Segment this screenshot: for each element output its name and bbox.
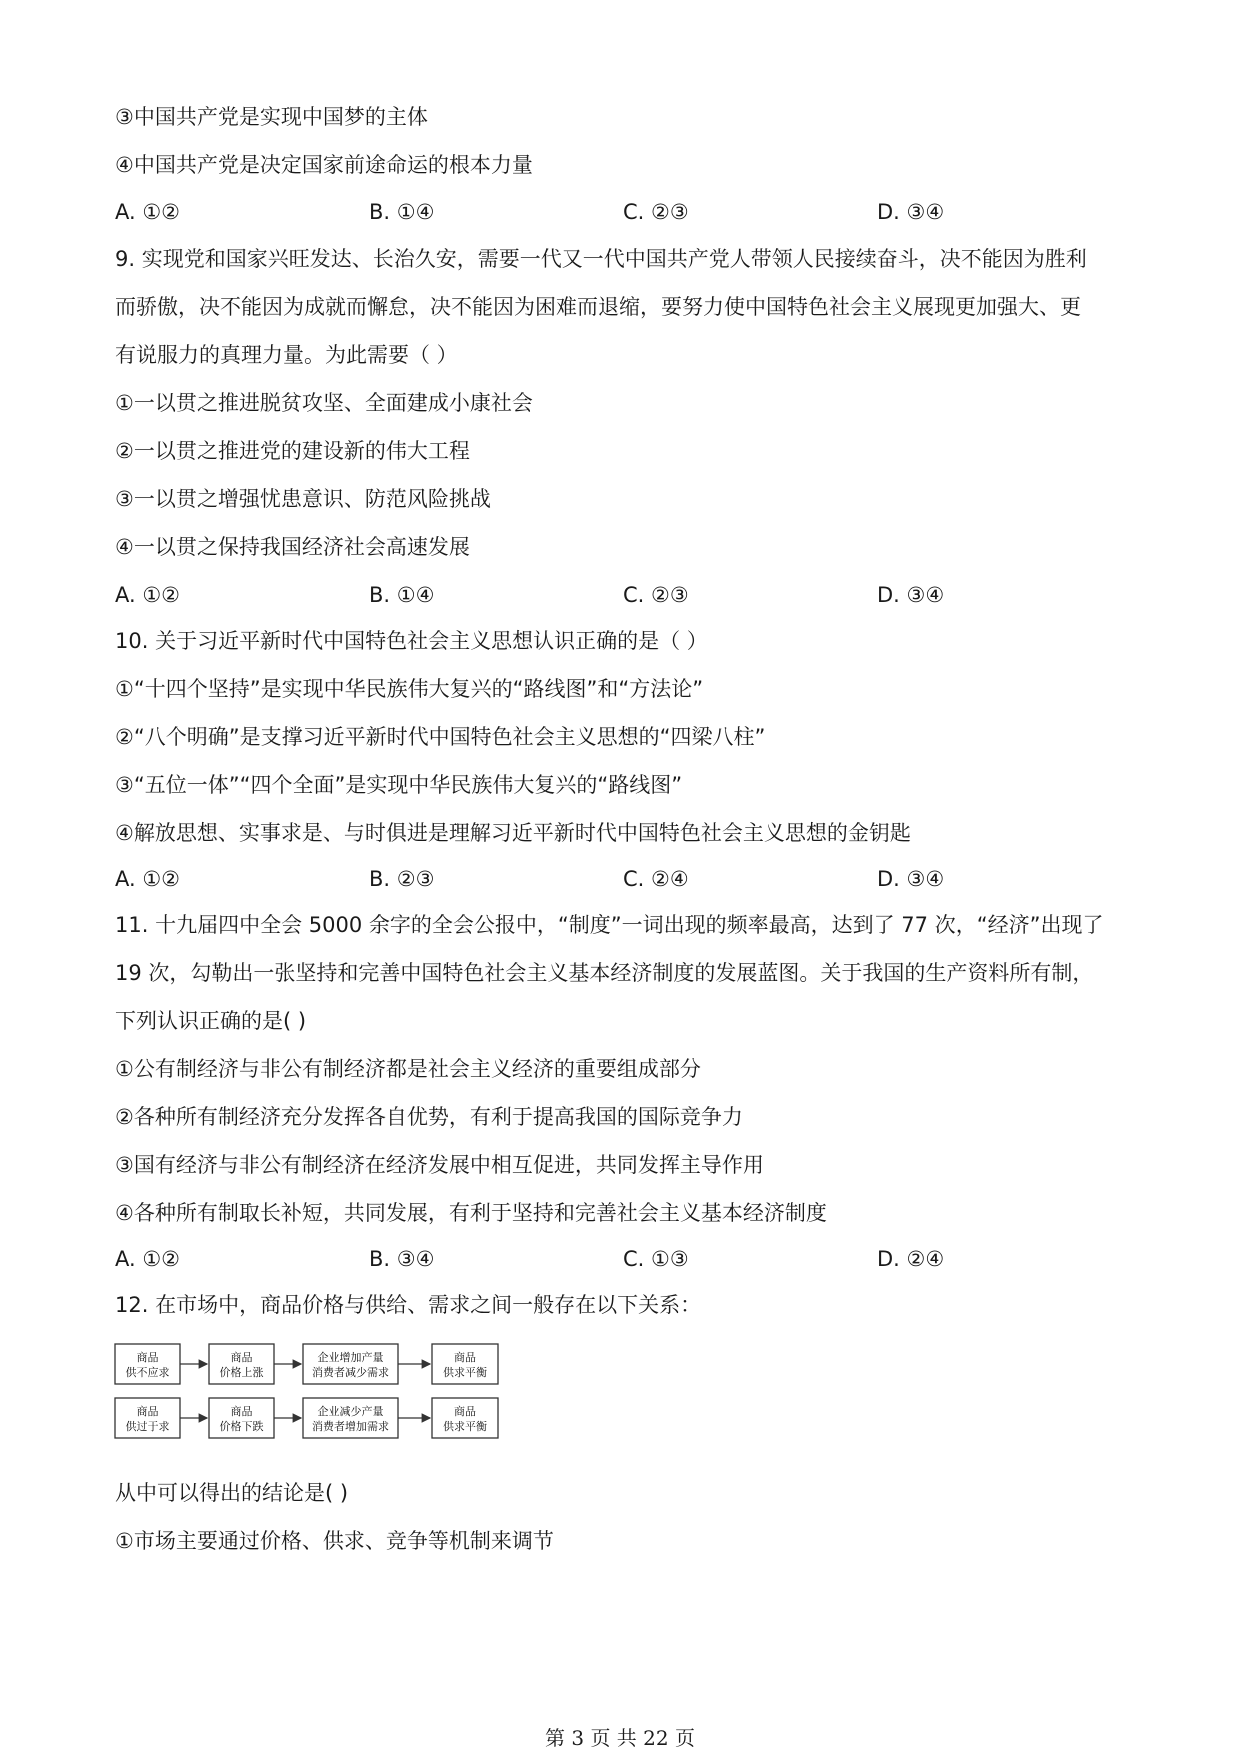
flow-box-label: 商品 [454,1405,476,1418]
q10-statement-3: ③“五位一体”“四个全面”是实现中华民族伟大复兴的“路线图” [115,773,683,797]
flow-box-label: 商品 [230,1351,253,1364]
q9-stem-line2: 而骄傲，决不能因为成就而懈怠，决不能因为困难而退缩，要努力使中国特色社会主义展现更加强大、更 [115,295,1081,319]
line-q8-option4: ④中国共产党是决定国家前途命运的根本力量 [115,153,533,177]
q10-statement-1: ①“十四个坚持”是实现中华民族伟大复兴的“路线图”和“方法论” [115,677,704,701]
q11-stem-line3: 下列认识正确的是( ) [115,1009,307,1033]
choice-d: D. ③④ [877,583,945,607]
choice-c: C. ②④ [623,867,689,891]
choice-c: C. ②③ [623,200,689,224]
supply-demand-flow-diagram [113,1340,523,1446]
flow-box-label: 消费者减少需求 [312,1366,389,1379]
choice-b: B. ①④ [369,200,435,224]
line-q8-option3: ③中国共产党是实现中国梦的主体 [115,105,428,129]
flow-box-label: 供过于求 [125,1420,170,1433]
q11-statement-2: ②各种所有制经济充分发挥各自优势，有利于提高我国的国际竞争力 [115,1105,743,1129]
q8-choices [115,197,1115,227]
q11-stem-line2: 19 次，勾勒出一张坚持和完善中国特色社会主义基本经济制度的发展蓝图。关于我国的生产资料所有制， [115,961,1094,985]
q9-choices [115,580,1115,610]
q10-statement-4: ④解放思想、实事求是、与时俱进是理解习近平新时代中国特色社会主义思想的金钥匙 [115,821,911,845]
choice-a: A. ①② [115,867,180,891]
q10-stem: 10. 关于习近平新时代中国特色社会主义思想认识正确的是（ ） [115,629,708,653]
page-footer: 第 3 页 共 22 页 [545,1726,695,1750]
flow-box-label: 价格上涨 [219,1366,264,1379]
choice-c: C. ②③ [623,583,689,607]
flow-box-label: 商品 [230,1405,253,1418]
flow-box-label: 商品 [136,1351,159,1364]
q9-statement-4: ④一以贯之保持我国经济社会高速发展 [115,535,470,559]
q9-statement-1: ①一以贯之推进脱贫攻坚、全面建成小康社会 [115,391,533,415]
choice-d: D. ③④ [877,867,945,891]
q11-statement-4: ④各种所有制取长补短，共同发展，有利于坚持和完善社会主义基本经济制度 [115,1201,827,1225]
q12-stem: 12. 在市场中，商品价格与供给、需求之间一般存在以下关系： [115,1293,702,1317]
flow-box-label: 供不应求 [125,1366,170,1379]
q11-statement-3: ③国有经济与非公有制经济在经济发展中相互促进，共同发挥主导作用 [115,1153,764,1177]
q9-statement-2: ②一以贯之推进党的建设新的伟大工程 [115,439,470,463]
q10-statement-2: ②“八个明确”是支撑习近平新时代中国特色社会主义思想的“四梁八柱” [115,725,766,749]
q10-choices [115,864,1115,894]
choice-b: B. ③④ [369,1247,435,1271]
flow-box-label: 企业增加产量 [317,1351,384,1364]
choice-b: B. ①④ [369,583,435,607]
q11-stem-line1: 11. 十九届四中全会 5000 余字的全会公报中，“制度”一词出现的频率最高，达到了 77 次，“经济”出现了 [115,913,1104,937]
choice-d: D. ②④ [877,1247,945,1271]
flow-box-label: 供求平衡 [443,1420,487,1433]
q9-stem-line3: 有说服力的真理力量。为此需要（ ） [115,343,458,367]
flow-box-label: 商品 [136,1405,159,1418]
flow-box-label: 商品 [454,1351,476,1364]
flow-box-label: 企业减少产量 [317,1405,384,1418]
choice-a: A. ①② [115,583,180,607]
flow-box-label: 价格下跌 [219,1420,264,1433]
choice-b: B. ②③ [369,867,435,891]
flow-box-label: 消费者增加需求 [312,1420,389,1433]
q12-conclusion-prompt: 从中可以得出的结论是( ) [115,1481,349,1505]
flow-box-label: 供求平衡 [443,1366,487,1379]
q12-statement-1: ①市场主要通过价格、供求、竞争等机制来调节 [115,1529,554,1553]
q11-statement-1: ①公有制经济与非公有制经济都是社会主义经济的重要组成部分 [115,1057,701,1081]
choice-a: A. ①② [115,200,180,224]
choice-a: A. ①② [115,1247,180,1271]
q11-choices [115,1244,1115,1274]
q9-statement-3: ③一以贯之增强忧患意识、防范风险挑战 [115,487,491,511]
q9-stem-line1: 9. 实现党和国家兴旺发达、长治久安，需要一代又一代中国共产党人带领人民接续奋斗，决不能因为胜利 [115,247,1087,271]
choice-d: D. ③④ [877,200,945,224]
choice-c: C. ①③ [623,1247,689,1271]
